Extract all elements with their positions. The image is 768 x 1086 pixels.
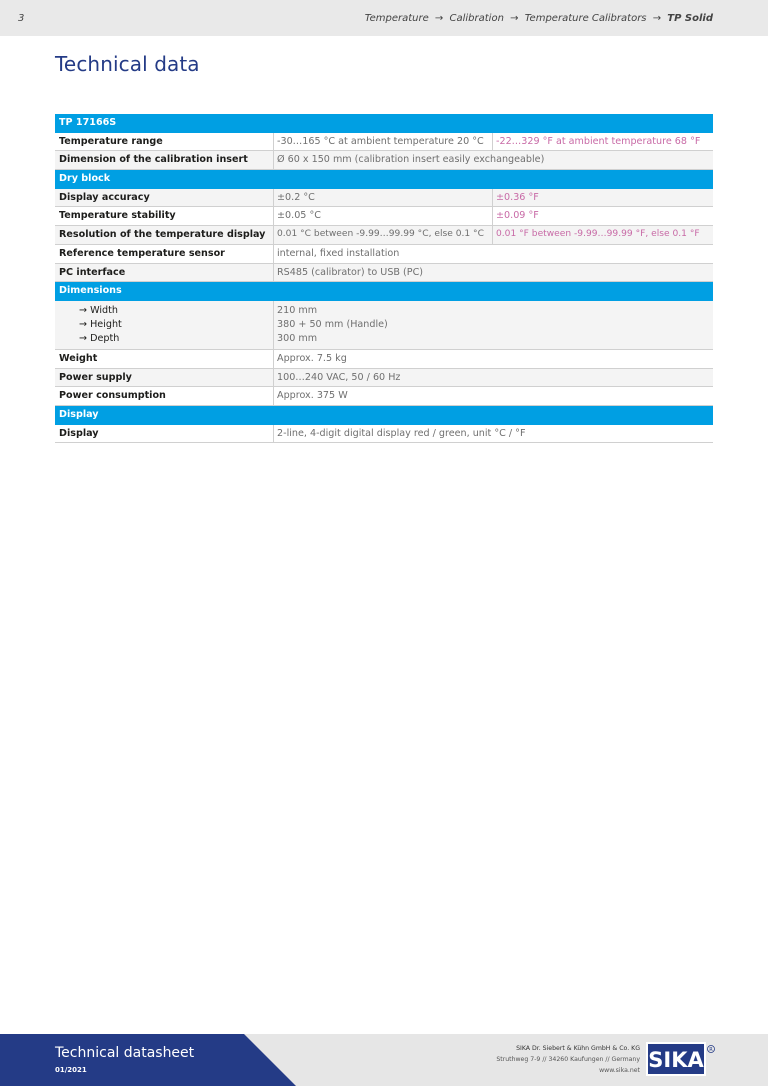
row-value: Approx. 375 W bbox=[277, 390, 348, 402]
height-value: 380 + 50 mm (Handle) bbox=[277, 318, 388, 330]
row-label: Display bbox=[55, 425, 274, 443]
width-label: → Width bbox=[79, 304, 118, 316]
fahrenheit-value: ±0.09 °F bbox=[496, 210, 539, 222]
technical-data-table bbox=[55, 114, 713, 443]
dimension-labels bbox=[55, 301, 274, 349]
company-info bbox=[496, 1043, 640, 1076]
section-label: Dry block bbox=[59, 173, 111, 185]
celsius-value: ±0.2 °C bbox=[274, 189, 493, 207]
breadcrumb-current: TP Solid bbox=[667, 13, 713, 24]
logo-text: SIKA bbox=[648, 1048, 704, 1072]
row-label: Power consumption bbox=[55, 387, 274, 405]
celsius-value: -30…165 °C at ambient temperature 20 °C bbox=[274, 133, 493, 151]
depth-label: → Depth bbox=[79, 332, 120, 344]
table-row bbox=[55, 387, 713, 406]
header-bar bbox=[0, 0, 768, 36]
table-row bbox=[55, 245, 713, 264]
fahrenheit-value: ±0.36 °F bbox=[496, 191, 539, 203]
breadcrumb-arrow-icon: → bbox=[434, 13, 444, 24]
table-row bbox=[55, 425, 713, 444]
row-value: 100…240 VAC, 50 / 60 Hz bbox=[277, 371, 401, 383]
row-label: PC interface bbox=[55, 264, 274, 282]
company-address: Struthweg 7-9 // 34260 Kaufungen // Germany bbox=[496, 1056, 640, 1063]
table-row bbox=[55, 350, 713, 369]
table-row-dimensions bbox=[55, 301, 713, 350]
footer-date: 01/2021 bbox=[55, 1066, 87, 1074]
table-row bbox=[55, 264, 713, 283]
sika-logo bbox=[646, 1042, 716, 1076]
breadcrumb-arrow-icon: → bbox=[510, 13, 519, 24]
width-value: 210 mm bbox=[277, 304, 318, 316]
section-label: Display bbox=[59, 408, 99, 420]
table-section-header bbox=[55, 114, 713, 133]
row-value: internal, fixed installation bbox=[277, 247, 400, 259]
row-label: Reference temperature sensor bbox=[55, 245, 274, 263]
page-title: Technical data bbox=[55, 52, 200, 76]
table-row bbox=[55, 369, 713, 388]
breadcrumb bbox=[365, 13, 713, 24]
table-row bbox=[55, 207, 713, 226]
celsius-value: ±0.05 °C bbox=[274, 207, 493, 225]
row-label: Display accuracy bbox=[55, 189, 274, 207]
row-label: Temperature range bbox=[55, 133, 274, 151]
table-row bbox=[55, 226, 713, 245]
row-label: Temperature stability bbox=[55, 207, 274, 225]
fahrenheit-value: -22…329 °F at ambient temperature 68 °F bbox=[496, 135, 701, 147]
table-section-header bbox=[55, 170, 713, 189]
row-label: Dimension of the calibration insert bbox=[55, 151, 274, 169]
company-name: SIKA Dr. Siebert & Kühn GmbH & Co. KG bbox=[516, 1045, 640, 1052]
row-value: 2-line, 4-digit digital display red / green, unit °C / °F bbox=[277, 427, 526, 439]
fahrenheit-value: 0.01 °F between -9.99…99.99 °F, else 0.1 °F bbox=[496, 229, 700, 240]
page-number: 3 bbox=[18, 13, 25, 24]
celsius-value: 0.01 °C between -9.99…99.99 °C, else 0.1 °C bbox=[274, 226, 493, 244]
table-row bbox=[55, 151, 713, 170]
row-label: Weight bbox=[55, 350, 274, 368]
breadcrumb-arrow-icon: → bbox=[652, 13, 662, 24]
row-value: Ø 60 x 150 mm (calibration insert easily exchangeable) bbox=[277, 154, 545, 166]
row-value: RS485 (calibrator) to USB (PC) bbox=[277, 266, 424, 278]
table-section-header bbox=[55, 406, 713, 425]
section-label: Dimensions bbox=[59, 285, 122, 297]
breadcrumb-item[interactable]: Temperature Calibrators bbox=[524, 13, 647, 24]
breadcrumb-item[interactable]: Temperature bbox=[364, 13, 429, 24]
company-website[interactable]: www.sika.net bbox=[599, 1067, 640, 1074]
row-value: Approx. 7.5 kg bbox=[277, 352, 347, 364]
height-label: → Height bbox=[79, 318, 122, 330]
model-header: TP 17166S bbox=[59, 117, 117, 128]
table-row bbox=[55, 133, 713, 152]
breadcrumb-item[interactable]: Calibration bbox=[449, 13, 504, 24]
depth-value: 300 mm bbox=[277, 332, 318, 344]
table-section-header bbox=[55, 282, 713, 301]
footer-title: Technical datasheet bbox=[55, 1045, 195, 1061]
row-label: Power supply bbox=[55, 369, 274, 387]
row-label: Resolution of the temperature display bbox=[55, 226, 274, 244]
table-row bbox=[55, 189, 713, 208]
dimension-values bbox=[274, 301, 713, 349]
svg-text:R: R bbox=[709, 1047, 713, 1053]
